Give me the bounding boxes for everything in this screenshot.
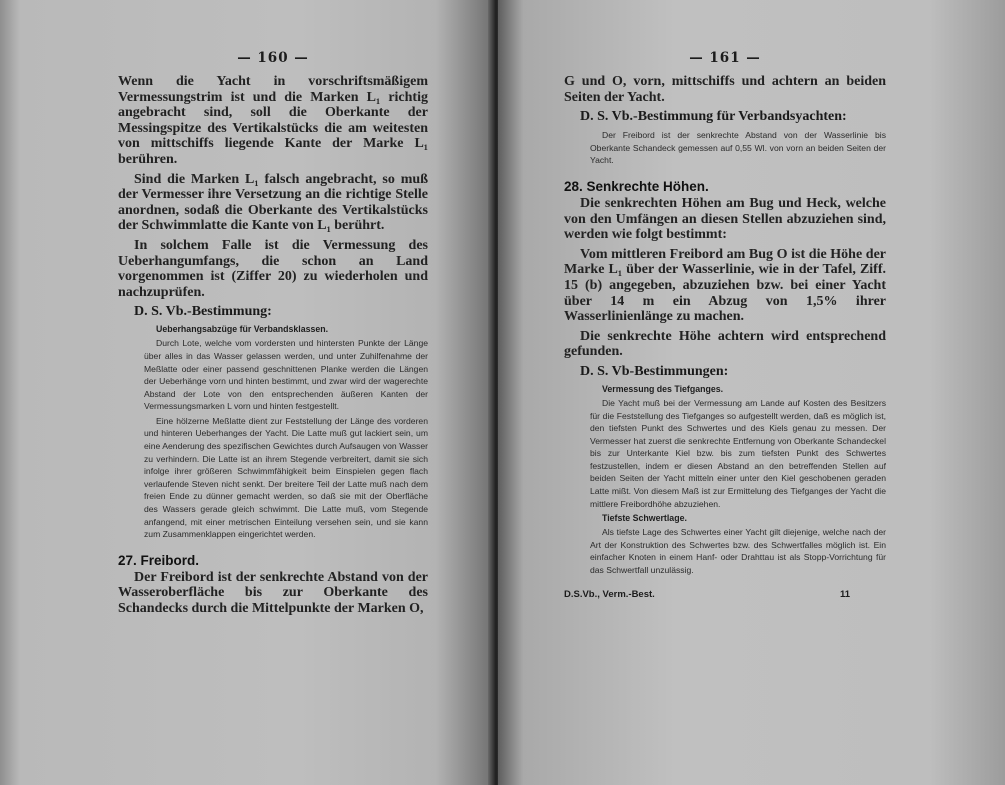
small-paragraph: Der Freibord ist der senkrechte Abstand von der Wasserlinie bis Oberkante Schandeck gemessen auf 0,55 Wl. von vorn an beiden Seiten der Yacht. <box>590 130 886 166</box>
right-page <box>498 0 1005 785</box>
section-heading: 27. Freibord. <box>118 552 200 568</box>
page-footer <box>564 589 886 600</box>
page-number: — 160 — <box>237 50 309 66</box>
paragraph: Vom mittleren Freibord am Bug O ist die Höhe der Marke L₁ über der Wasserlinie, wie in der Tafel, Ziff. 15 (b) angegeben, abzuziehen bzw. bei einer Yacht über 14 m ein Abzug von 1,5% ihrer Wasserlinienlänge zu machen. <box>564 246 886 325</box>
page-number: — 161 — <box>689 50 761 66</box>
regulation-heading: D. S. Vb.-Bestimmung: <box>134 304 272 320</box>
small-heading: Tiefste Schwertlage. <box>602 513 687 524</box>
paragraph: In solchem Falle ist die Vermessung des Ueberhangumfangs, die schon an Land vorgenommen ist (Ziffer 20) zu wiederholen und nachzuprüfen. <box>118 237 428 300</box>
paragraph: G und O, vorn, mittschiffs und achtern an beiden Seiten der Yacht. <box>564 74 886 105</box>
small-paragraph: Die Yacht muß bei der Vermessung am Lande auf Kosten des Besitzers für die Feststellung des Tiefganges so aufgestellt werden, daß es möglich ist, den tiefsten Punkt des Schwertes und des Kiels genau zu messen. Der Vermesser hat zuerst die senkrechte Entfernung von Oberkante Schandeckel bis zur Unterkante Kiel bzw. bis zum tiefsten Punkt des Schwertes festzustellen, indem er diesen Abstand an den betreffenden Stellen auf beiden Seiten der Yacht mitteln einer unter den Kiel geschobenen geraden Latte mißt. Von diesem Maß ist zur Ermittelung des Tiefganges der Yacht die mittlere Freibordhöhe abzuziehen. <box>590 397 886 509</box>
paragraph: Wenn die Yacht in vorschriftsmäßigem Vermessungstrim ist und die Marken L₁ richtig angebracht sind, soll die Oberkante der Messingspitze des Vertikalstücks die am weitesten von mittschiffs liegende Kante der Marke L₁ berühren. <box>118 74 428 167</box>
left-text-block <box>118 50 428 621</box>
paragraph: Die senkrechte Höhe achtern wird entsprechend gefunden. <box>564 328 886 360</box>
small-paragraph: Als tiefste Lage des Schwertes einer Yacht gilt diejenige, welche nach der Art der Konstruktion des Schwertes bzw. des Schwertfalles möglich ist. Ein einfacher Knoten in einem Hanf- oder Drahttau ist als Stopp-Vorrichtung für das Schwertfall unzulässig. <box>590 527 886 576</box>
small-paragraph: Eine hölzerne Meßlatte dient zur Feststellung der Länge des vorderen und hinteren Ueberhanges der Yacht. Die Latte muß gut lackiert sein, um eine Aenderung des spezifischen Gewichtes durch Aufsaugen von Wasser zu verhindern. Die Latte ist an ihrem Stegende verbreitert, damit sie sich infolge ihrer größeren Schwimmfähigkeit beim Einspielen gegen flach verlaufende Steven nicht senkt. Der breitere Teil der Latte muß nach dem freien Ende zu dünner gemacht werden, so daß sie mit der Oberfläche des Wassers gerade gleich schwimmt. Die Latte muß, vom Stegende anfangend, mit einer metrischen Einteilung versehen sein, und sie kann zum Zusammenklappen eingerichtet werden. <box>144 415 428 540</box>
left-page <box>0 0 495 785</box>
regulation-heading: D. S. Vb-Bestimmungen: <box>580 363 729 379</box>
paragraph: Die senkrechten Höhen am Bug und Heck, welche von den Umfängen an diesen Stellen abzuziehen sind, werden wie folgt bestimmt: <box>564 195 886 243</box>
paragraph: Der Freibord ist der senkrechte Abstand von der Wasseroberfläche bis zur Oberkante des Schandecks durch die Mittelpunkte der Marken O, <box>118 569 428 616</box>
section-heading: 28. Senkrechte Höhen. <box>564 178 709 194</box>
small-paragraph: Durch Lote, welche vom vordersten und hintersten Punkte der Länge über alles in das Wasser gelassen werden, und unter Zuhilfenahme der Meßlatte oder einer passend geschnittenen Planke werden die Längen der Ueberhänge vorn und hinten bestimmt, und zwar wird der wagerechte Abstand der Lote von den entsprechenden äußeren Kanten der Vermessungsmarken L vorn und hinten festgestellt. <box>144 338 428 412</box>
small-heading: Ueberhangsabzüge für Verbandsklassen. <box>156 324 329 335</box>
right-text-block <box>564 50 886 600</box>
signature-number: 11 <box>839 588 850 600</box>
footer-signature: D.S.Vb., Verm.-Best. <box>564 588 655 600</box>
small-heading: Vermessung des Tiefganges. <box>602 383 724 394</box>
paragraph: Sind die Marken L₁ falsch angebracht, so muß der Vermesser ihre Versetzung an die richtige Stelle anordnen, sodaß die Oberkante des Vertikalstücks der Schwimmlatte die Kante von L₁ berührt. <box>118 171 428 234</box>
regulation-heading: D. S. Vb.-Bestimmung für Verbandsyachten: <box>580 109 847 125</box>
